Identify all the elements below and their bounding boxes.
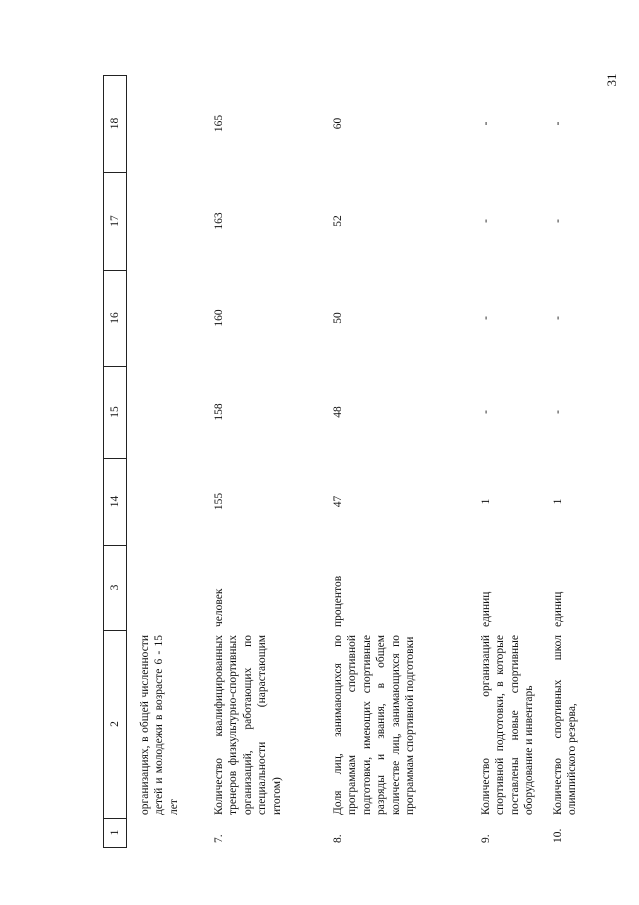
row-value-16: 50 <box>332 312 344 324</box>
row-value-18: - <box>552 121 564 126</box>
row-value-14: 1 <box>552 498 564 505</box>
row-number: 10. <box>552 828 564 843</box>
row-number: 8. <box>332 834 344 843</box>
row-name: Количество квалифицированных тренеров физкультурно-спортивных организаций, работающих по специальности (нарастающим итогом) <box>213 635 283 815</box>
row-unit: человек <box>213 588 225 627</box>
header-col-3: 3 <box>109 584 121 591</box>
row-value-14: 155 <box>213 492 225 511</box>
header-col-14: 14 <box>109 495 121 508</box>
row-value-14: 1 <box>480 498 492 505</box>
row-value-18: 165 <box>213 114 225 133</box>
row-value-16: - <box>552 316 564 320</box>
row-value-15: 158 <box>213 403 225 421</box>
row-unit: процентов <box>332 575 344 627</box>
header-col-1: 1 <box>109 829 121 836</box>
header-col-15: 15 <box>109 406 121 418</box>
table-left-border <box>103 847 127 848</box>
header-col-2: 2 <box>109 721 121 727</box>
row-value-18: - <box>480 121 492 126</box>
row-name: Количество спортивных школ олимпийского резерва, <box>552 635 579 815</box>
row-name: Доля лиц, занимающихся по программам спортивной подготовки, имеющих спортивные разряды и звания, в общем количестве лиц, занимающихся по программам спортивной подготовки <box>332 635 417 815</box>
row-name: организациях, в общей численности детей и молодежи в возрасте 6 - 15 лет <box>139 635 180 815</box>
row-value-15: 48 <box>332 406 344 418</box>
row-unit: единиц <box>552 591 564 627</box>
row-value-17: 52 <box>332 215 344 227</box>
row-value-17: 163 <box>213 212 225 230</box>
table-top-border <box>103 75 104 848</box>
header-bottom-border <box>126 75 127 848</box>
row-value-18: 60 <box>332 117 344 130</box>
row-value-17: - <box>480 219 492 223</box>
row-value-15: - <box>552 410 564 414</box>
row-number: 7. <box>213 834 225 843</box>
row-name: Количество организаций спортивной подготовки, в которые поставлены новые спортивные оборудование и инвентарь <box>480 635 536 815</box>
row-value-17: - <box>552 219 564 223</box>
row-value-14: 47 <box>332 495 344 508</box>
row-value-16: - <box>480 316 492 320</box>
row-unit: единиц <box>480 591 492 627</box>
header-col-18: 18 <box>109 117 121 130</box>
header-col-16: 16 <box>109 312 121 324</box>
row-number: 9. <box>480 834 492 843</box>
row-value-16: 160 <box>213 309 225 327</box>
header-col-17: 17 <box>109 215 121 227</box>
page-number: 31 <box>604 73 619 87</box>
row-value-15: - <box>480 410 492 414</box>
